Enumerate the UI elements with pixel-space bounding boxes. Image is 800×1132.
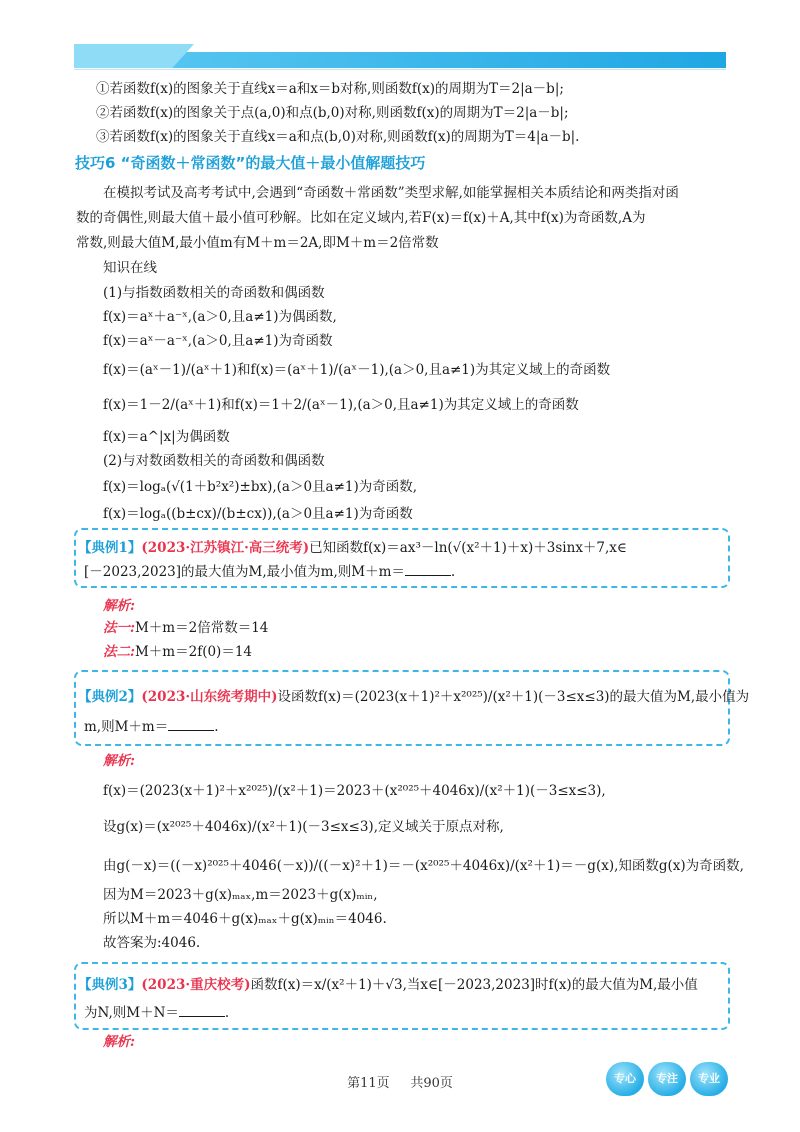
example-3-source: (2023·重庆校考) — [141, 977, 251, 993]
solution-1-label: 解析: — [103, 598, 135, 614]
solution-2-line-6: 故答案为:4046. — [103, 935, 201, 951]
period-item-1: ①若函数f(x)的图象关于直线x＝a和x＝b对称,则函数f(x)的周期为T＝2|a－b|; — [96, 81, 564, 97]
period-item-2: ②若函数f(x)的图象关于点(a,0)和点(b,0)对称,则函数f(x)的周期为T＝2|a－b|; — [96, 105, 569, 121]
intro-line-3: 常数,则最大值M,最小值m有M＋m＝2A,即M＋m＝2倍常数 — [76, 235, 439, 251]
badge-3: 专业 — [690, 1062, 728, 1096]
knowledge-line-2: f(x)＝aˣ＋a⁻ˣ,(a＞0,且a≠1)为偶函数, — [103, 309, 337, 325]
knowledge-line-8: f(x)＝logₐ(√(1＋b²x²)±bx),(a＞0且a≠1)为奇函数, — [103, 479, 418, 495]
example-2-tag: 【典例2】 — [78, 689, 142, 705]
knowledge-line-7: (2)与对数函数相关的奇函数和偶函数 — [103, 453, 325, 469]
example-2-line-1 — [78, 688, 749, 706]
example-3-text-2: 为N,则M＋N＝ — [84, 1005, 179, 1021]
example-1-line-1 — [78, 539, 627, 557]
motto-badges — [606, 1062, 730, 1098]
knowledge-title: 知识在线 — [103, 260, 157, 276]
example-3-end: . — [224, 1005, 230, 1021]
example-1-end: . — [450, 564, 456, 580]
example-3-text-1: 函数f(x)＝x/(x²＋1)＋√3,当x∈[－2023,2023]时f(x)的最大值为M,最小值 — [250, 977, 698, 993]
solution-3-label: 解析: — [103, 1034, 135, 1050]
answer-blank-2[interactable] — [168, 730, 214, 731]
solution-1-method-1 — [103, 619, 268, 637]
example-3-line-1 — [78, 976, 698, 994]
page-total: 共90页 — [410, 1076, 453, 1091]
method-1-label: 法一: — [103, 620, 135, 636]
solution-2-line-3: 由g(－x)＝((－x)²⁰²⁵＋4046(－x))/((－x)²＋1)＝－(x²⁰²⁵＋4046x)/(x²＋1)＝－g(x),知函数g(x)为奇函数, — [103, 858, 744, 874]
knowledge-line-5: f(x)＝1－2/(aˣ＋1)和f(x)＝1＋2/(aˣ－1),(a＞0,且a≠1)为其定义域上的奇函数 — [103, 397, 579, 413]
example-1-text-2: [－2023,2023]的最大值为M,最小值为m,则M＋m＝ — [84, 564, 405, 580]
example-2-text-1: 设函数f(x)＝(2023(x＋1)²＋x²⁰²⁵)/(x²＋1)(－3≤x≤3)的最大值为M,最小值为 — [277, 689, 750, 705]
solution-1-method-2 — [103, 643, 252, 661]
knowledge-line-4: f(x)＝(aˣ－1)/(aˣ＋1)和f(x)＝(aˣ＋1)/(aˣ－1),(a＞0,且a≠1)为其定义域上的奇函数 — [103, 362, 611, 378]
badge-2: 专注 — [648, 1062, 686, 1096]
period-item-3: ③若函数f(x)的图象关于直线x＝a和点(b,0)对称,则函数f(x)的周期为T＝4|a－b|. — [96, 129, 580, 145]
intro-line-1: 在模拟考试及高考考试中,会遇到“奇函数＋常函数”类型求解,如能掌握相关本质结论和两类指对函 — [103, 185, 679, 201]
knowledge-line-6: f(x)＝a^|x|为偶函数 — [103, 429, 230, 445]
example-1-tag: 【典例1】 — [78, 540, 142, 556]
page-number: 第11页 — [347, 1076, 390, 1091]
example-3-tag: 【典例3】 — [78, 977, 142, 993]
answer-blank-1[interactable] — [405, 575, 451, 576]
example-2-source: (2023·山东统考期中) — [141, 689, 278, 705]
example-3-line-2 — [84, 1004, 229, 1022]
example-1-text-1: 已知函数f(x)＝ax³－ln(√(x²＋1)＋x)＋3sinx＋7,x∈ — [309, 540, 627, 556]
method-2-text: M＋m＝2f(0)＝14 — [134, 644, 252, 660]
solution-2-label: 解析: — [103, 753, 135, 769]
header-rule — [74, 69, 726, 70]
solution-2-line-1: f(x)＝(2023(x＋1)²＋x²⁰²⁵)/(x²＋1)＝2023＋(x²⁰²⁵＋4046x)/(x²＋1)(－3≤x≤3), — [103, 783, 606, 799]
answer-blank-3[interactable] — [179, 1016, 225, 1017]
knowledge-line-3: f(x)＝aˣ－a⁻ˣ,(a＞0,且a≠1)为奇函数 — [103, 333, 333, 349]
solution-2-line-5: 所以M＋m＝4046＋g(x)ₘₐₓ＋g(x)ₘᵢₙ＝4046. — [103, 911, 387, 927]
example-2-end: . — [214, 719, 219, 735]
example-1-line-2 — [84, 563, 455, 581]
badge-1: 专心 — [606, 1062, 644, 1096]
solution-2-line-2: 设g(x)＝(x²⁰²⁵＋4046x)/(x²＋1)(－3≤x≤3),定义域关于原点对称, — [103, 819, 504, 835]
method-1-text: M＋m＝2倍常数＝14 — [134, 620, 269, 636]
example-1-source: (2023·江苏镇江·高三统考) — [141, 540, 310, 556]
knowledge-line-9: f(x)＝logₐ((b±cx)/(b±cx)),(a＞0且a≠1)为奇函数 — [103, 506, 413, 522]
header-banner — [74, 44, 726, 70]
example-2-line-2 — [84, 718, 219, 736]
knowledge-line-1: (1)与指数函数相关的奇函数和偶函数 — [103, 285, 325, 301]
intro-line-2: 数的奇偶性,则最大值＋最小值可秒解。比如在定义域内,若F(x)＝f(x)＋A,其中f(x)为奇函数,A为 — [76, 210, 646, 226]
section-heading: 技巧6 “奇函数＋常函数”的最大值＋最小值解题技巧 — [75, 154, 426, 172]
solution-2-line-4: 因为M＝2023＋g(x)ₘₐₓ,m＝2023＋g(x)ₘᵢₙ, — [103, 887, 378, 903]
example-2-text-2: m,则M＋m＝ — [84, 719, 169, 735]
method-2-label: 法二: — [103, 644, 135, 660]
